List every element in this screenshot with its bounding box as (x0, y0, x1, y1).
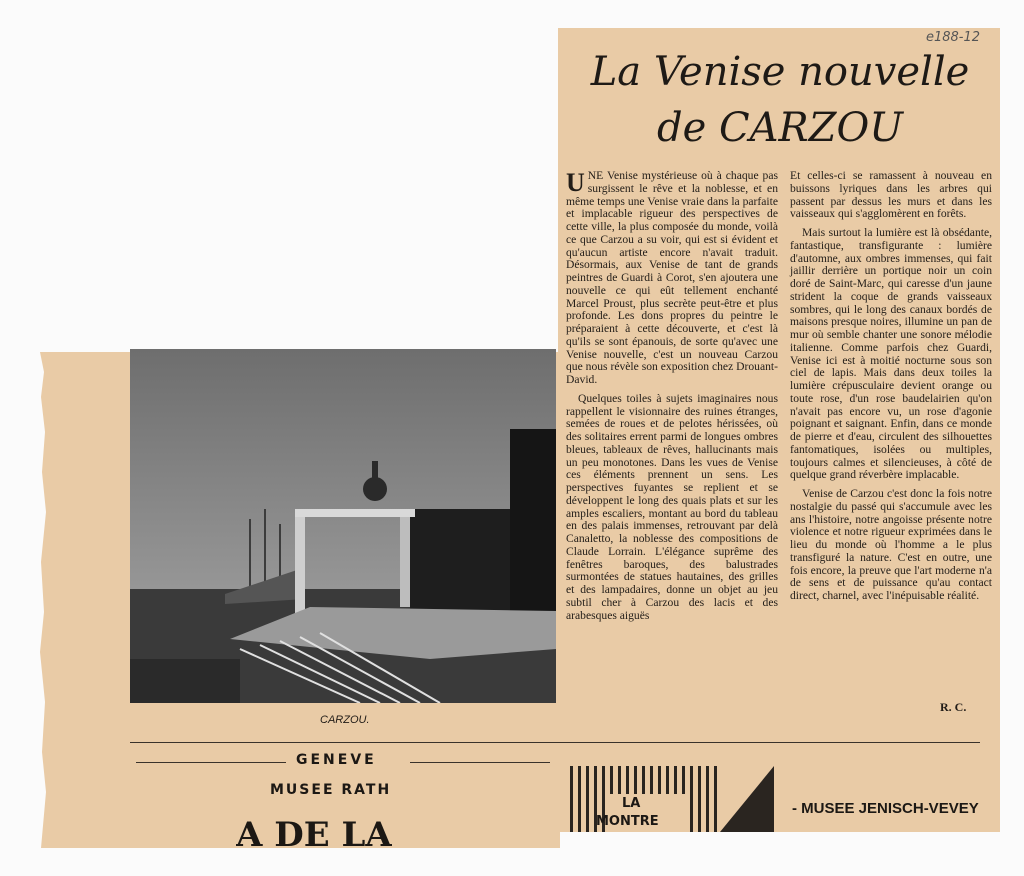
headline-line-1: La Venise nouvelle (590, 49, 970, 95)
ad-montre-line1: LA (622, 796, 641, 811)
divider-rule (130, 742, 980, 743)
ad-museum: MUSEE RATH (270, 782, 392, 798)
article-headline (560, 44, 1000, 156)
ad-big-title-partial: A DE LA (236, 820, 392, 848)
torn-edge-left (40, 352, 50, 848)
ad-musee-jenisch: - MUSEE JENISCH-VEVEY (792, 800, 979, 817)
paragraph-2: Quelques toiles à sujets imaginaires nous rappellent le visionnaire des ruines étranges, semées de roues et de pelotes hérissées, où des solitaires errent parmi de longues ombres bleues, tableaux de rêves, hallucinants mais un peu monotones. Dans les vues de Venise ces éléments prennent un sens. Les perspectives fuyantes se replient et se développent le long des quais plats et sur les amples escaliers, montant au bord du tableau en des palais immenses, retrouvant par delà Canaletto, la noblesse des compositions de Claude Lorrain. L'élégance suprême des fenêtres baroques, des balustrades surmontées de statues hautaines, des grilles et des lampadaires, donne un objet au jeu subtil cher à Carzou des lacis et des arabesques aiguës (566, 391, 778, 622)
article-column-1 (566, 170, 778, 628)
catalog-number: e188-12 (926, 30, 981, 45)
article-column-2 (790, 170, 992, 609)
photo-caption: CARZOU. (320, 714, 370, 726)
divider-rule-left (136, 762, 286, 763)
paragraph-1-text: NE Venise mystérieuse où à chaque pas surgissent le rêve et la noblesse, et en même temps une Venise vraie dans la parfaite et implacable rigueur des perspectives de cette ville, la plus composée du monde, voilà ce que Carzou a su voir, qui est si évident et qu'aucun artiste encore n'avait traduit. Désormais, aux Venise de tant de grands peintres de Guardi à Corot, s'en ajoutera une nouvelle ce qui eût tellement enchanté Marcel Proust, plus secrète peut-être et plus profonde. Les dons propres du peintre le préparaient à cette découverte, et c'est là qu'ils se sont épanouis, de sorte qu'avec une Venise nouvelle, c'est un nouveau Carzou que nous révèle son exposition chez Drouant-David. (566, 169, 778, 386)
ad-montre-box (570, 766, 774, 832)
headline-line-2: de CARZOU (657, 105, 903, 151)
paragraph-1 (566, 170, 778, 387)
painting-photo (130, 349, 556, 703)
paragraph-4: Mais surtout la lumière est là obsédante, fantastique, transfigurante : lumière d'automne, aux ombres immenses, qui fait jaillir derrière un portique noir un coin doré de Saint-Marc, qui caresse d'un jaune strident la coque de grands vaisseaux sombres, qui le long des canaux bordés de maisons presque noires, illumine un pan de mur où semble chanter une sonore mélodie italienne. Comme parfois chez Guardi, Venise ici est à moitié nocturne sous son ciel de lapis. Mais dans deux toiles la lumière crépusculaire devient orange ou toute rose, d'un rose baudelairien qu'on n'avait pas encore vu, un rose d'agonie poignant et saignant. Enfin, dans ce monde de pierre et d'eau, circulent des silhouettes fantomatiques, isolées ou multiples, toujours calmes et silencieuses, à côté de quelque grand réverbère implacable. (790, 226, 992, 482)
ad-montre-line2: MONTRE (596, 814, 659, 829)
venice-scene-image (130, 349, 556, 703)
ad-city: GENEVE (296, 752, 377, 768)
paragraph-5: Venise de Carzou c'est donc la fois notre nostalgie du passé qui s'accumule avec les ans l'histoire, notre angoisse présente notre violence et notre rigueur exprimées dans le lieu du monde où l'homme a le plus transfiguré la nature. C'est en outre, une fois encore, la preuve que l'art moderne n'a de sens et de puissance qu'au contact direct, charnel, avec l'inépuisable réalité. (790, 487, 992, 602)
paragraph-3: Et celles-ci se ramassent à nouveau en buissons lyriques dans les arbres qui passent par dessus les murs et dans les vaisseaux qui s'agglomèrent en forêts. (790, 169, 992, 221)
divider-rule-right (410, 762, 550, 763)
author-signature: R. C. (940, 700, 967, 714)
drop-cap: U (566, 168, 585, 197)
